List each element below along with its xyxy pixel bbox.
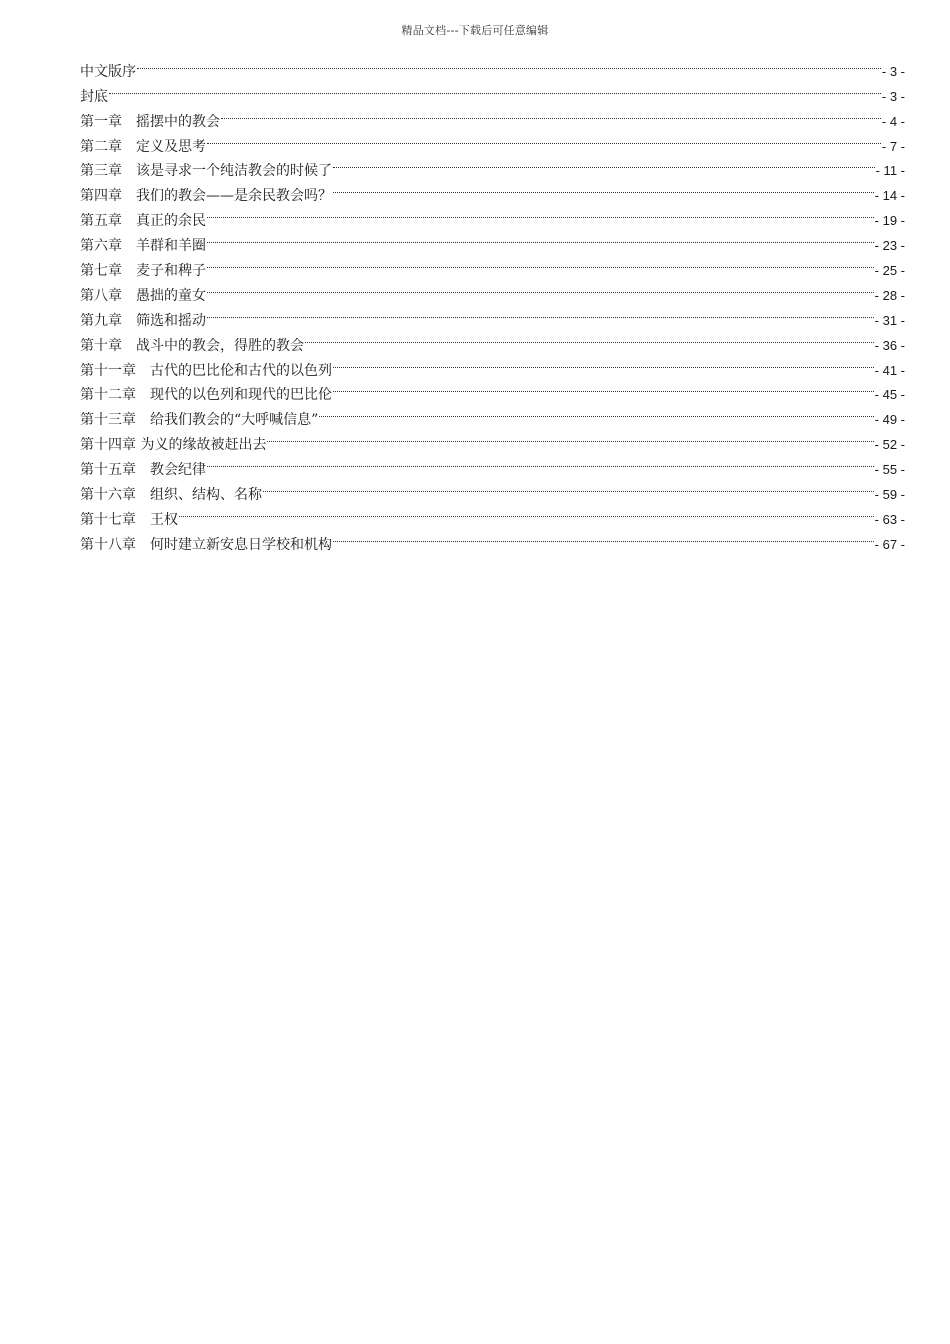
- toc-entry-title: 第七章 麦子和稗子: [80, 263, 206, 280]
- toc-entry-title: 第十六章 组织、结构、名称: [80, 487, 262, 504]
- toc-entry-page: - 25 -: [874, 263, 905, 279]
- toc-entry-title: 第八章 愚拙的童女: [80, 287, 206, 304]
- toc-entry-title: 第十章 战斗中的教会，得胜的教会: [80, 337, 304, 354]
- toc-entry-title: 第四章 我们的教会——是余民教会吗？: [80, 188, 332, 205]
- toc-dot-leader: [333, 175, 874, 200]
- table-of-contents: [80, 51, 905, 553]
- toc-dot-leader: [207, 250, 874, 275]
- toc-entry-page: - 59 -: [874, 487, 905, 503]
- toc-entry-page: - 19 -: [874, 213, 905, 229]
- toc-entry-page: - 63 -: [874, 511, 905, 527]
- toc-entry-page: - 41 -: [874, 362, 905, 378]
- page-header: 精品文档---下载后可任意编辑: [401, 24, 549, 37]
- toc-entry[interactable]: [80, 524, 905, 553]
- toc-entry-title: 第十二章 现代的以色列和现代的巴比伦: [80, 387, 332, 404]
- toc-entry-title: 第十七章 王权: [80, 511, 178, 528]
- toc-dot-leader: [333, 350, 874, 375]
- toc-dot-leader: [333, 375, 874, 400]
- toc-entry-page: - 3 -: [881, 63, 905, 79]
- toc-dot-leader: [305, 325, 874, 350]
- toc-dot-leader: [267, 424, 873, 449]
- toc-dot-leader: [263, 474, 874, 499]
- toc-dot-leader: [109, 76, 881, 101]
- toc-entry-title: 第十五章 教会纪律: [80, 462, 206, 479]
- toc-entry[interactable]: [80, 499, 905, 528]
- toc-dot-leader: [319, 399, 873, 424]
- toc-entry-title: 中文版序: [80, 63, 136, 80]
- toc-entry-title: 第一章 摇摆中的教会: [80, 113, 220, 130]
- toc-dot-leader: [207, 126, 881, 151]
- toc-entry-page: - 11 -: [875, 163, 905, 179]
- toc-entry-title: 第九章 筛选和摇动: [80, 312, 206, 329]
- toc-dot-leader: [207, 200, 874, 225]
- toc-dot-leader: [333, 524, 874, 549]
- toc-dot-leader: [207, 300, 874, 325]
- toc-entry-title: 第十四章 为义的缘故被赶出去: [80, 437, 267, 454]
- toc-entry-title: 第五章 真正的余民: [80, 213, 206, 230]
- toc-entry[interactable]: [80, 51, 905, 80]
- toc-dot-leader: [207, 225, 874, 250]
- toc-entry[interactable]: [80, 76, 905, 105]
- toc-dot-leader: [221, 101, 881, 126]
- toc-entry-title: 第十八章 何时建立新安息日学校和机构: [80, 536, 332, 553]
- toc-dot-leader: [207, 449, 874, 474]
- toc-entry-page: - 55 -: [874, 462, 905, 478]
- toc-entry-page: - 3 -: [881, 88, 905, 104]
- toc-entry-title: 第六章 羊群和羊圈: [80, 238, 206, 255]
- toc-entry-page: - 67 -: [874, 536, 905, 552]
- toc-entry-page: - 45 -: [874, 387, 905, 403]
- toc-entry-page: - 7 -: [881, 138, 905, 154]
- toc-entry-page: - 49 -: [874, 412, 905, 428]
- toc-entry-page: - 31 -: [874, 312, 905, 328]
- toc-entry-page: - 52 -: [874, 437, 905, 453]
- toc-entry-page: - 28 -: [874, 287, 905, 303]
- toc-entry-title: 第三章 该是寻求一个纯洁教会的时候了: [80, 163, 332, 180]
- toc-entry-title: 封底: [80, 88, 108, 105]
- toc-dot-leader: [179, 499, 874, 524]
- toc-entry-page: - 14 -: [874, 188, 905, 204]
- toc-entry[interactable]: [80, 101, 905, 130]
- toc-entry-title: 第十一章 古代的巴比伦和古代的以色列: [80, 362, 332, 379]
- toc-entry-title: 第十三章 给我们教会的“大呼喊信息”: [80, 412, 319, 429]
- toc-dot-leader: [333, 151, 875, 176]
- toc-entry-title: 第二章 定义及思考: [80, 138, 206, 155]
- toc-dot-leader: [137, 51, 881, 76]
- toc-dot-leader: [207, 275, 874, 300]
- toc-entry-page: - 36 -: [874, 337, 905, 353]
- toc-entry-page: - 4 -: [881, 113, 905, 129]
- toc-entry-page: - 23 -: [874, 238, 905, 254]
